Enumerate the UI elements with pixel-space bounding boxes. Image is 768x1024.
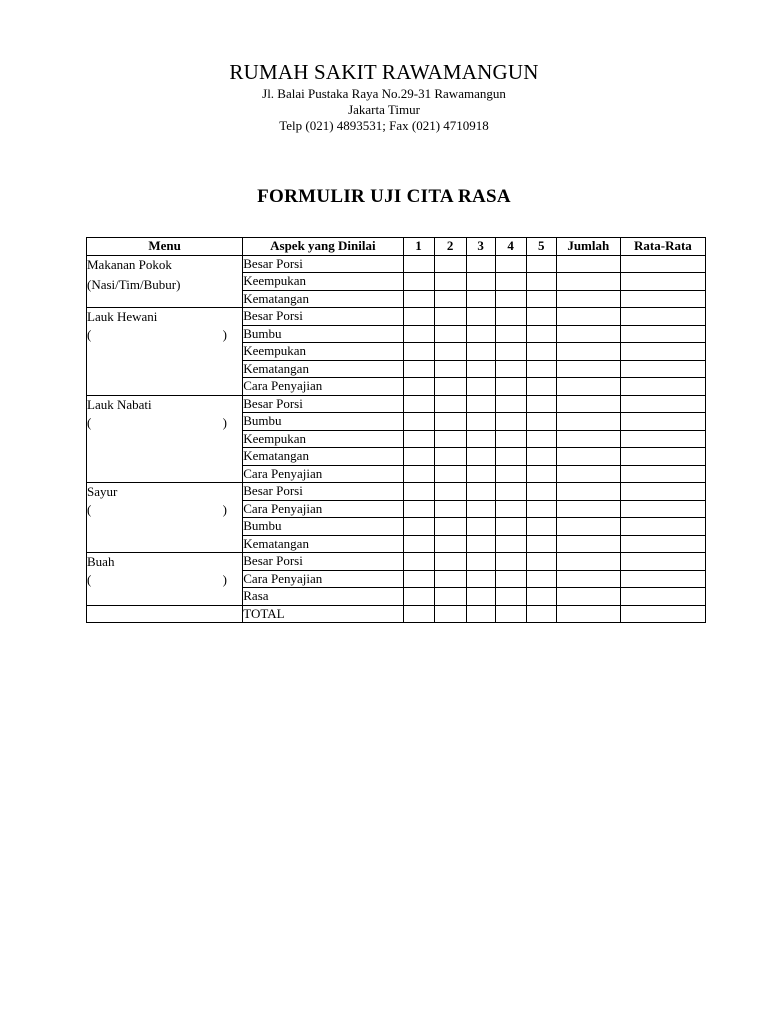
score-cell[interactable] <box>620 483 705 501</box>
table-row <box>87 255 706 273</box>
aspect-cell: Keempukan <box>243 343 403 361</box>
score-cell[interactable] <box>620 308 705 326</box>
score-cell[interactable] <box>495 588 526 606</box>
score-cell[interactable] <box>403 395 434 413</box>
aspect-cell: Keempukan <box>243 273 403 291</box>
aspect-cell: Kematangan <box>243 360 403 378</box>
address-line-2: Jakarta Timur <box>348 102 420 117</box>
open-paren: ( <box>87 327 92 342</box>
score-cell[interactable] <box>403 378 434 396</box>
score-cell[interactable] <box>556 500 620 518</box>
score-cell[interactable] <box>466 325 495 343</box>
score-cell[interactable] <box>620 605 705 623</box>
menu-fill-blank[interactable] <box>87 414 227 431</box>
score-cell[interactable] <box>403 588 434 606</box>
score-cell[interactable] <box>466 290 495 308</box>
menu-cell <box>87 553 243 606</box>
score-cell[interactable] <box>466 395 495 413</box>
menu-fill-blank[interactable] <box>87 571 227 588</box>
score-cell[interactable] <box>466 588 495 606</box>
score-cell[interactable] <box>434 588 466 606</box>
score-cell[interactable] <box>434 308 466 326</box>
score-cell[interactable] <box>403 360 434 378</box>
score-cell[interactable] <box>434 273 466 291</box>
score-cell[interactable] <box>434 360 466 378</box>
open-paren: ( <box>87 502 92 517</box>
score-cell[interactable] <box>526 343 556 361</box>
score-cell[interactable] <box>556 483 620 501</box>
score-cell[interactable] <box>434 518 466 536</box>
score-cell[interactable] <box>495 308 526 326</box>
score-cell[interactable] <box>466 535 495 553</box>
score-cell[interactable] <box>403 343 434 361</box>
aspect-cell: Kematangan <box>243 290 403 308</box>
score-cell[interactable] <box>403 500 434 518</box>
score-cell[interactable] <box>526 570 556 588</box>
column-header: 3 <box>466 238 495 256</box>
column-header: 4 <box>495 238 526 256</box>
score-cell[interactable] <box>495 290 526 308</box>
score-cell[interactable] <box>556 465 620 483</box>
score-cell[interactable] <box>434 500 466 518</box>
score-cell[interactable] <box>434 378 466 396</box>
open-paren: ( <box>87 572 92 587</box>
score-cell[interactable] <box>495 570 526 588</box>
score-cell[interactable] <box>466 570 495 588</box>
aspect-cell: Bumbu <box>243 518 403 536</box>
score-cell[interactable] <box>403 255 434 273</box>
score-cell[interactable] <box>495 430 526 448</box>
score-cell[interactable] <box>403 413 434 431</box>
score-cell[interactable] <box>526 553 556 571</box>
score-cell[interactable] <box>466 273 495 291</box>
score-cell[interactable] <box>526 255 556 273</box>
score-cell[interactable] <box>620 553 705 571</box>
score-cell[interactable] <box>620 378 705 396</box>
aspect-cell: Cara Penyajian <box>243 378 403 396</box>
score-cell[interactable] <box>620 535 705 553</box>
score-cell[interactable] <box>526 535 556 553</box>
score-cell[interactable] <box>620 395 705 413</box>
score-cell[interactable] <box>620 588 705 606</box>
menu-fill-blank[interactable] <box>87 501 227 518</box>
score-cell[interactable] <box>495 325 526 343</box>
table-header-row <box>87 238 706 256</box>
score-cell[interactable] <box>434 290 466 308</box>
score-cell[interactable] <box>556 535 620 553</box>
score-cell[interactable] <box>403 430 434 448</box>
score-cell[interactable] <box>495 273 526 291</box>
score-cell[interactable] <box>556 518 620 536</box>
score-cell[interactable] <box>556 360 620 378</box>
aspect-cell: Besar Porsi <box>243 483 403 501</box>
column-header: Jumlah <box>556 238 620 256</box>
score-cell[interactable] <box>434 570 466 588</box>
score-cell[interactable] <box>403 570 434 588</box>
score-cell[interactable] <box>495 343 526 361</box>
menu-name: Buah <box>87 554 115 569</box>
score-cell[interactable] <box>434 413 466 431</box>
menu-name: Makanan Pokok <box>87 256 172 272</box>
score-cell[interactable] <box>495 535 526 553</box>
total-row <box>87 605 706 623</box>
score-cell[interactable] <box>526 395 556 413</box>
score-cell[interactable] <box>526 483 556 501</box>
score-cell[interactable] <box>526 325 556 343</box>
score-cell[interactable] <box>620 570 705 588</box>
score-cell[interactable] <box>556 570 620 588</box>
score-cell[interactable] <box>495 605 526 623</box>
close-paren: ) <box>222 414 227 430</box>
aspect-cell: Kematangan <box>243 448 403 466</box>
column-header: Aspek yang Dinilai <box>243 238 403 256</box>
score-cell[interactable] <box>556 588 620 606</box>
score-cell[interactable] <box>620 360 705 378</box>
score-cell[interactable] <box>556 448 620 466</box>
score-cell[interactable] <box>466 448 495 466</box>
score-cell[interactable] <box>434 483 466 501</box>
score-cell[interactable] <box>526 465 556 483</box>
column-header: Menu <box>87 238 243 256</box>
score-cell[interactable] <box>466 360 495 378</box>
score-cell[interactable] <box>556 343 620 361</box>
score-cell[interactable] <box>556 378 620 396</box>
score-cell[interactable] <box>434 395 466 413</box>
document-header <box>0 58 768 134</box>
menu-cell <box>87 255 243 308</box>
score-cell[interactable] <box>495 448 526 466</box>
open-paren: ( <box>87 414 92 430</box>
score-cell[interactable] <box>556 290 620 308</box>
score-cell[interactable] <box>526 430 556 448</box>
score-cell[interactable] <box>526 360 556 378</box>
score-cell[interactable] <box>434 448 466 466</box>
score-cell[interactable] <box>495 413 526 431</box>
form-title: FORMULIR UJI CITA RASA <box>257 186 511 207</box>
score-cell[interactable] <box>526 588 556 606</box>
score-cell[interactable] <box>466 308 495 326</box>
address-line-1: Jl. Balai Pustaka Raya No.29-31 Rawamangun <box>262 86 506 101</box>
table-row <box>87 395 706 413</box>
score-cell[interactable] <box>466 518 495 536</box>
score-cell[interactable] <box>403 518 434 536</box>
taste-test-table <box>86 237 706 623</box>
score-cell[interactable] <box>620 343 705 361</box>
score-cell[interactable] <box>495 395 526 413</box>
score-cell[interactable] <box>526 378 556 396</box>
score-cell[interactable] <box>403 605 434 623</box>
score-cell[interactable] <box>466 483 495 501</box>
score-cell[interactable] <box>620 290 705 308</box>
column-header: 1 <box>403 238 434 256</box>
table-row <box>87 483 706 501</box>
total-menu-cell <box>87 605 243 623</box>
score-cell[interactable] <box>620 255 705 273</box>
score-cell[interactable] <box>403 273 434 291</box>
aspect-cell: Cara Penyajian <box>243 500 403 518</box>
score-cell[interactable] <box>495 360 526 378</box>
aspect-cell: Bumbu <box>243 413 403 431</box>
score-cell[interactable] <box>556 553 620 571</box>
score-cell[interactable] <box>403 465 434 483</box>
aspect-cell: Cara Penyajian <box>243 570 403 588</box>
score-cell[interactable] <box>466 430 495 448</box>
aspect-cell: Bumbu <box>243 325 403 343</box>
score-cell[interactable] <box>556 273 620 291</box>
score-cell[interactable] <box>620 273 705 291</box>
column-header: 5 <box>526 238 556 256</box>
score-cell[interactable] <box>466 500 495 518</box>
column-header: Rata-Rata <box>620 238 705 256</box>
aspect-cell: Besar Porsi <box>243 395 403 413</box>
menu-subtitle: (Nasi/Tim/Bubur) <box>87 276 181 292</box>
score-cell[interactable] <box>434 430 466 448</box>
score-cell[interactable] <box>495 378 526 396</box>
score-cell[interactable] <box>556 395 620 413</box>
score-cell[interactable] <box>466 553 495 571</box>
score-cell[interactable] <box>495 553 526 571</box>
score-cell[interactable] <box>620 413 705 431</box>
aspect-cell: Kematangan <box>243 535 403 553</box>
score-cell[interactable] <box>526 273 556 291</box>
score-cell[interactable] <box>495 465 526 483</box>
score-cell[interactable] <box>466 378 495 396</box>
score-cell[interactable] <box>403 448 434 466</box>
score-cell[interactable] <box>556 255 620 273</box>
score-cell[interactable] <box>466 465 495 483</box>
aspect-cell: Besar Porsi <box>243 308 403 326</box>
score-cell[interactable] <box>620 448 705 466</box>
score-cell[interactable] <box>434 465 466 483</box>
score-cell[interactable] <box>403 535 434 553</box>
menu-cell <box>87 483 243 553</box>
close-paren: ) <box>222 572 227 587</box>
score-cell[interactable] <box>403 290 434 308</box>
score-cell[interactable] <box>495 500 526 518</box>
menu-name: Lauk Hewani <box>87 309 158 324</box>
menu-name: Lauk Nabati <box>87 396 152 412</box>
contact-line: Telp (021) 4893531; Fax (021) 4710918 <box>279 118 489 133</box>
score-cell[interactable] <box>403 308 434 326</box>
score-cell[interactable] <box>620 465 705 483</box>
table-row <box>87 308 706 326</box>
score-cell[interactable] <box>403 553 434 571</box>
score-cell[interactable] <box>526 605 556 623</box>
score-cell[interactable] <box>526 290 556 308</box>
score-cell[interactable] <box>556 308 620 326</box>
menu-cell <box>87 395 243 483</box>
score-cell[interactable] <box>403 325 434 343</box>
menu-fill-blank[interactable] <box>87 326 227 343</box>
score-cell[interactable] <box>620 325 705 343</box>
column-header: 2 <box>434 238 466 256</box>
score-cell[interactable] <box>434 535 466 553</box>
aspect-cell: Keempukan <box>243 430 403 448</box>
score-cell[interactable] <box>620 430 705 448</box>
score-cell[interactable] <box>495 518 526 536</box>
score-cell[interactable] <box>526 518 556 536</box>
score-cell[interactable] <box>466 255 495 273</box>
aspect-cell: Cara Penyajian <box>243 465 403 483</box>
menu-name: Sayur <box>87 484 118 499</box>
score-cell[interactable] <box>495 255 526 273</box>
table-body <box>87 255 706 623</box>
score-cell[interactable] <box>434 325 466 343</box>
table-row <box>87 553 706 571</box>
score-cell[interactable] <box>434 605 466 623</box>
score-cell[interactable] <box>466 343 495 361</box>
score-cell[interactable] <box>526 413 556 431</box>
score-cell[interactable] <box>526 500 556 518</box>
aspect-cell: Rasa <box>243 588 403 606</box>
menu-cell <box>87 308 243 396</box>
score-cell[interactable] <box>434 553 466 571</box>
score-cell[interactable] <box>556 325 620 343</box>
score-cell[interactable] <box>434 255 466 273</box>
score-cell[interactable] <box>495 483 526 501</box>
hospital-name: RUMAH SAKIT RAWAMANGUN <box>229 60 539 84</box>
aspect-cell: Besar Porsi <box>243 553 403 571</box>
score-cell[interactable] <box>620 518 705 536</box>
score-cell[interactable] <box>556 413 620 431</box>
score-cell[interactable] <box>466 413 495 431</box>
score-cell[interactable] <box>556 605 620 623</box>
aspect-cell: Besar Porsi <box>243 255 403 273</box>
score-cell[interactable] <box>526 448 556 466</box>
close-paren: ) <box>222 327 227 342</box>
score-cell[interactable] <box>466 605 495 623</box>
score-cell[interactable] <box>434 343 466 361</box>
score-cell[interactable] <box>403 483 434 501</box>
close-paren: ) <box>222 502 227 517</box>
total-label: TOTAL <box>243 605 403 623</box>
score-cell[interactable] <box>526 308 556 326</box>
score-cell[interactable] <box>620 500 705 518</box>
score-cell[interactable] <box>556 430 620 448</box>
